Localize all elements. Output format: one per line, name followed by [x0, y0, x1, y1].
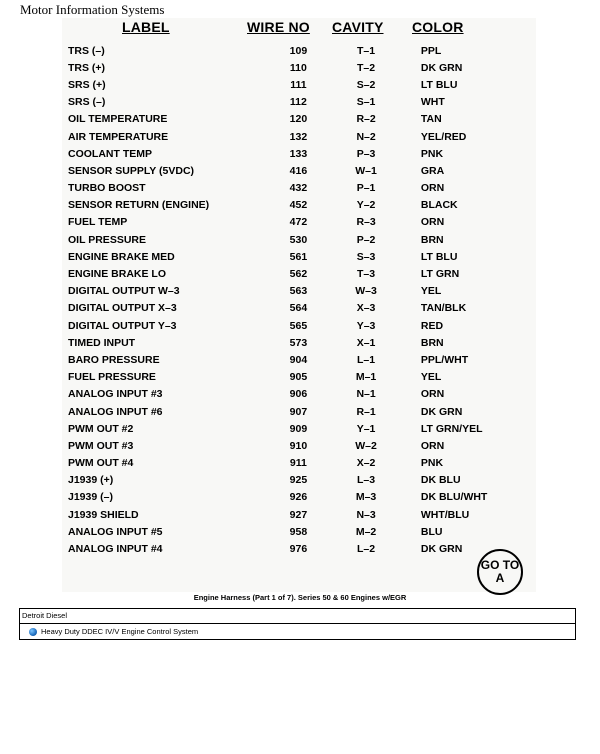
row-label: ENGINE BRAKE MED [68, 250, 175, 263]
row-color: PPL [420, 44, 442, 57]
row-label: PWM OUT #2 [68, 422, 134, 435]
row-color: ORN [420, 388, 445, 401]
row-cavity: L–1 [357, 353, 376, 366]
goto-label: GO TO [480, 558, 520, 572]
table-row [62, 283, 536, 300]
row-label: TURBO BOOST [68, 182, 146, 195]
row-color: BLACK [420, 199, 458, 212]
row-color: LT BLU [420, 78, 458, 91]
row-wire-no: 573 [289, 336, 308, 349]
header-wire-no: WIRE NO [247, 19, 310, 35]
row-wire-no: 926 [289, 491, 308, 504]
row-cavity: S–2 [356, 78, 376, 91]
row-cavity: S–1 [356, 96, 376, 109]
row-wire-no: 133 [289, 147, 308, 160]
row-cavity: T–3 [357, 268, 376, 281]
row-wire-no: 958 [289, 525, 308, 538]
row-color: PNK [420, 457, 444, 470]
table-row [62, 540, 536, 557]
table-row [62, 506, 536, 523]
footer-breadcrumb [19, 608, 576, 640]
row-color: ORN [420, 182, 445, 195]
row-cavity: Y–1 [356, 422, 376, 435]
row-color: BRN [420, 233, 444, 246]
row-cavity: T–2 [357, 61, 376, 74]
globe-icon [29, 628, 37, 636]
row-color: LT BLU [420, 250, 458, 263]
wire-table [62, 42, 536, 558]
row-wire-no: 110 [289, 61, 307, 74]
row-wire-no: 416 [289, 164, 308, 177]
row-color: PPL/WHT [420, 353, 469, 366]
row-wire-no: 925 [289, 474, 308, 487]
row-color: RED [420, 319, 444, 332]
row-wire-no: 452 [289, 199, 308, 212]
row-wire-no: 905 [289, 371, 308, 384]
row-color: LT GRN [420, 268, 460, 281]
row-wire-no: 432 [289, 182, 308, 195]
row-color: DK BLU/WHT [420, 491, 488, 504]
row-label: J1939 (+) [68, 474, 114, 487]
row-cavity: N–3 [356, 508, 376, 521]
table-row [62, 197, 536, 214]
table-row [62, 145, 536, 162]
table-row [62, 420, 536, 437]
table-row [62, 489, 536, 506]
row-cavity: R–1 [356, 405, 376, 418]
row-cavity: P–2 [356, 233, 376, 246]
row-color: ORN [420, 439, 445, 452]
row-label: SENSOR RETURN (ENGINE) [68, 199, 210, 212]
row-color: TAN [420, 113, 442, 126]
table-row [62, 42, 536, 59]
row-cavity: S–3 [356, 250, 376, 263]
table-row [62, 231, 536, 248]
row-wire-no: 565 [289, 319, 308, 332]
row-wire-no: 910 [289, 439, 308, 452]
row-label: BARO PRESSURE [68, 353, 160, 366]
figure-caption: Engine Harness (Part 1 of 7). Series 50 & 60 Engines w/EGR [193, 593, 407, 602]
row-cavity: W–1 [355, 164, 377, 177]
row-wire-no: 111 [290, 78, 307, 91]
row-label: COOLANT TEMP [68, 147, 152, 160]
row-label: ANALOG INPUT #6 [68, 405, 163, 418]
table-row [62, 369, 536, 386]
row-cavity: X–3 [356, 302, 376, 315]
row-color: DK GRN [420, 61, 463, 74]
row-label: ANALOG INPUT #3 [68, 388, 163, 401]
row-color: WHT [420, 96, 445, 109]
row-color: ORN [420, 216, 445, 229]
table-row [62, 94, 536, 111]
table-row [62, 111, 536, 128]
row-wire-no: 907 [289, 405, 308, 418]
table-row [62, 403, 536, 420]
row-cavity: R–3 [356, 216, 376, 229]
row-wire-no: 927 [289, 508, 308, 521]
row-label: OIL TEMPERATURE [68, 113, 168, 126]
row-wire-no: 112 [289, 96, 307, 109]
row-cavity: Y–3 [356, 319, 376, 332]
table-row [62, 162, 536, 179]
row-cavity: W–2 [355, 439, 377, 452]
table-row [62, 248, 536, 265]
app-title: Motor Information Systems [20, 2, 165, 17]
row-wire-no: 909 [289, 422, 308, 435]
row-color: LT GRN/YEL [420, 422, 483, 435]
footer-make: Detroit Diesel [20, 609, 575, 624]
table-row [62, 59, 536, 76]
table-row [62, 351, 536, 368]
row-cavity: W–3 [355, 285, 377, 298]
row-label: AIR TEMPERATURE [68, 130, 169, 143]
row-wire-no: 472 [289, 216, 308, 229]
row-color: DK BLU [420, 474, 461, 487]
row-label: ANALOG INPUT #5 [68, 525, 163, 538]
footer-system-label: Heavy Duty DDEC IV/V Engine Control System [41, 627, 199, 636]
row-label: ENGINE BRAKE LO [68, 268, 167, 281]
row-wire-no: 906 [289, 388, 308, 401]
row-label: TRS (–) [68, 44, 105, 57]
table-row [62, 317, 536, 334]
row-cavity: P–3 [356, 147, 376, 160]
row-wire-no: 976 [289, 543, 308, 556]
row-label: TRS (+) [68, 61, 106, 74]
table-row [62, 523, 536, 540]
row-color: YEL/RED [420, 130, 467, 143]
row-label: SRS (–) [68, 96, 106, 109]
row-label: SRS (+) [68, 78, 106, 91]
row-color: DK GRN [420, 405, 463, 418]
row-color: BRN [420, 336, 444, 349]
row-label: OIL PRESSURE [68, 233, 146, 246]
row-cavity: X–2 [356, 457, 376, 470]
row-color: TAN/BLK [420, 302, 467, 315]
header-color: COLOR [412, 19, 464, 35]
header-label: LABEL [122, 19, 170, 35]
table-row [62, 455, 536, 472]
header-cavity: CAVITY [332, 19, 384, 35]
row-wire-no: 911 [289, 457, 307, 470]
row-cavity: L–3 [357, 474, 376, 487]
row-cavity: T–1 [357, 44, 376, 57]
row-cavity: M–2 [355, 525, 377, 538]
table-row [62, 214, 536, 231]
row-cavity: N–2 [356, 130, 376, 143]
table-row [62, 300, 536, 317]
row-color: BLU [420, 525, 443, 538]
row-color: WHT/BLU [420, 508, 470, 521]
row-color: DK GRN [420, 543, 463, 556]
table-row [62, 472, 536, 489]
row-wire-no: 564 [289, 302, 308, 315]
row-label: TIMED INPUT [68, 336, 136, 349]
row-cavity: R–2 [356, 113, 376, 126]
row-wire-no: 562 [289, 268, 308, 281]
row-color: YEL [420, 285, 442, 298]
harness-diagram [62, 18, 536, 592]
table-row [62, 334, 536, 351]
row-label: FUEL PRESSURE [68, 371, 156, 384]
table-row [62, 180, 536, 197]
row-cavity: M–1 [355, 371, 377, 384]
row-label: ANALOG INPUT #4 [68, 543, 163, 556]
row-label: PWM OUT #3 [68, 439, 134, 452]
row-label: DIGITAL OUTPUT W–3 [68, 285, 180, 298]
row-color: GRA [420, 164, 445, 177]
row-wire-no: 561 [289, 250, 308, 263]
row-wire-no: 563 [289, 285, 308, 298]
row-wire-no: 530 [289, 233, 308, 246]
row-cavity: Y–2 [356, 199, 376, 212]
goto-a-button[interactable] [477, 549, 523, 595]
row-label: J1939 (–) [68, 491, 113, 504]
goto-target: A [495, 571, 505, 585]
table-row [62, 386, 536, 403]
row-color: YEL [420, 371, 442, 384]
row-cavity: X–1 [356, 336, 376, 349]
row-label: PWM OUT #4 [68, 457, 134, 470]
row-cavity: M–3 [355, 491, 377, 504]
row-cavity: P–1 [356, 182, 376, 195]
row-wire-no: 904 [289, 353, 308, 366]
row-wire-no: 109 [289, 44, 308, 57]
table-row [62, 437, 536, 454]
row-cavity: N–1 [356, 388, 376, 401]
row-wire-no: 132 [289, 130, 308, 143]
table-row [62, 265, 536, 282]
row-label: J1939 SHIELD [68, 508, 139, 521]
row-wire-no: 120 [289, 113, 308, 126]
row-label: DIGITAL OUTPUT Y–3 [68, 319, 177, 332]
table-row [62, 128, 536, 145]
row-label: DIGITAL OUTPUT X–3 [68, 302, 177, 315]
row-cavity: L–2 [357, 543, 376, 556]
row-label: FUEL TEMP [68, 216, 128, 229]
footer-system-link[interactable] [21, 624, 574, 640]
row-color: PNK [420, 147, 444, 160]
table-row [62, 76, 536, 93]
row-label: SENSOR SUPPLY (5VDC) [68, 164, 195, 177]
